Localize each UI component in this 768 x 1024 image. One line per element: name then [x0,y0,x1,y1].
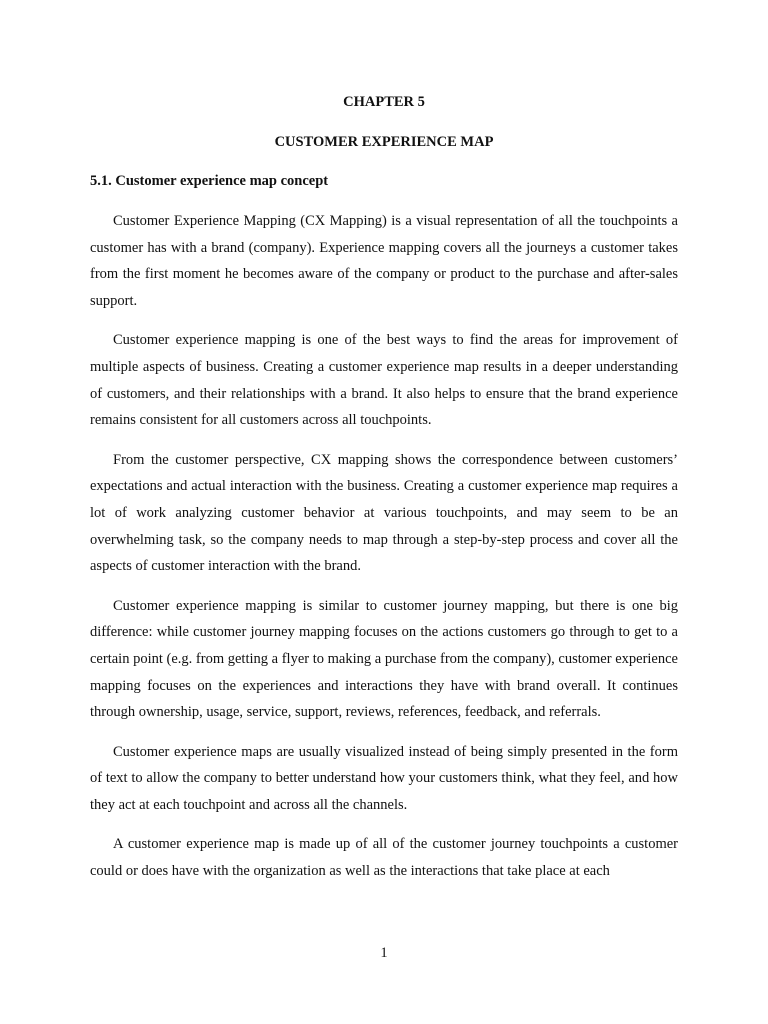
paragraph: Customer experience mapping is one of the best ways to find the areas for improvement of multiple aspects of business. Creating a customer experience map results in a deeper understanding of customers, and their relationships with a brand. It also helps to ensure that the brand experience remains consistent for all customers across all touchpoints. [90,332,678,429]
paragraph: Customer experience mapping is similar to customer journey mapping, but there is one big difference: while customer journey mapping focuses on the actions customers go through to get to a certain point (e.g. from getting a flyer to making a purchase from the company), customer experience mapping focuses on the experiences and interactions they have with brand overall. It continues through ownership, usage, service, support, reviews, references, feedback, and referrals. [90,597,678,721]
page-number: 1 [380,945,388,961]
chapter-title: CUSTOMER EXPERIENCE MAP [274,134,494,150]
paragraph: Customer Experience Mapping (CX Mapping) is a visual representation of all the touchpoints a customer has with a brand (company). Experience mapping covers all the journeys a customer takes from the first moment he becomes aware of the company or product to the purchase and after-sales support. [90,213,678,310]
section-heading: 5.1. Customer experience map concept [90,173,329,189]
paragraph: A customer experience map is made up of all of the customer journey touchpoints a customer could or does have with the organization as well as the interactions that take place at each [90,836,678,879]
chapter-label: CHAPTER 5 [343,94,425,110]
body-text [90,208,678,897]
paragraph: From the customer perspective, CX mapping shows the correspondence between customers’ expectations and actual interaction with the business. Creating a customer experience map requires a lot of work analyzing customer behavior at various touchpoints, and may seem to be an overwhelming task, so the company needs to map through a step-by-step process and cover all the aspects of customer interaction with the brand. [90,451,678,575]
paragraph: Customer experience maps are usually visualized instead of being simply presented in the form of text to allow the company to better understand how your customers think, what they feel, and how they act at each touchpoint and across all the channels. [90,743,678,814]
